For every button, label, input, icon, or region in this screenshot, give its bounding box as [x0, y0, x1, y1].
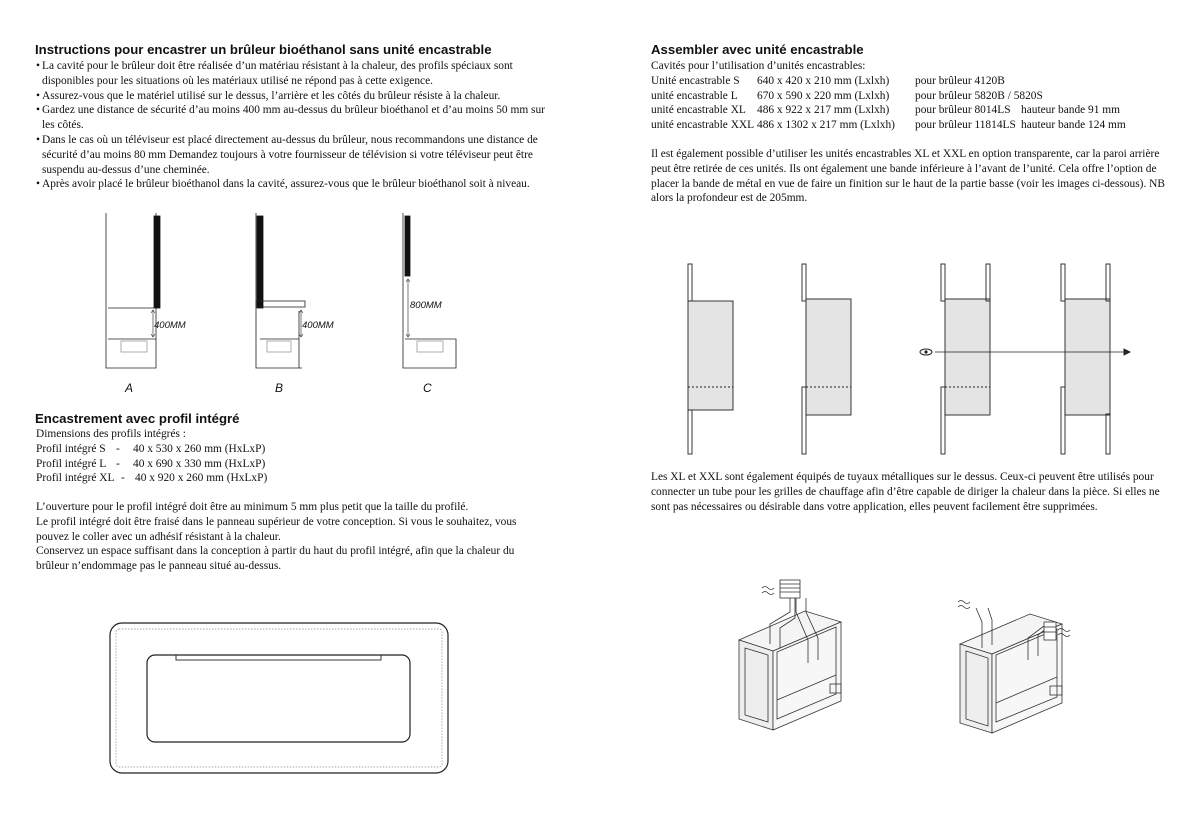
bullet-line: • Dans le cas où un téléviseur est placé directement au-dessus du brûleur, nous recommandons une distance de: [42, 133, 538, 146]
figure-label-c: C: [423, 381, 432, 395]
unit-iso-1: [739, 580, 841, 730]
text-line: placer la bande de métal en vue de faire un finition sur le haut de la partie basse (voir les images ci-dessous). NB: [651, 177, 1165, 190]
profile-dims: 40 x 920 x 260 mm (HxLxP): [135, 472, 268, 485]
profile-sep: -: [116, 442, 120, 455]
bullet-line: les côtés.: [42, 119, 84, 132]
profile-sep: -: [116, 457, 120, 470]
unit-name: unité encastrable L: [651, 89, 738, 102]
profile-sep: -: [121, 472, 125, 485]
profile-name: Profil intégré XL: [36, 472, 115, 485]
dimension-label-a: 400MM: [154, 320, 186, 331]
bullet-line: sécurité d’au moins 80 mm Demandez toujours à votre fournisseur de télévision si votre téléviseur peut être: [42, 148, 533, 161]
text-line: peut être retirée de ces unités. Ils ont également une bande inférieure à l’avant de l’unité. Cela offre l’option de: [651, 162, 1157, 175]
unit-name: Unité encastrable S: [651, 74, 740, 87]
unit-dims: 670 x 590 x 220 mm (Lxlxh): [757, 89, 890, 102]
text-line: Il est également possible d’utiliser les unités encastrables XL et XXL en option transparente, car la paroi arrière: [651, 148, 1160, 160]
bullet-line: suspendu au-dessus d’une cheminée.: [42, 163, 210, 176]
text-line: sont pas nécessaires ou désirable dans votre application, elles peuvent facilement être supprimées.: [651, 500, 1098, 513]
dimension-label-c: 800MM: [410, 300, 442, 311]
unit-iso-2: [958, 601, 1070, 734]
bullet-line: • Assurez-vous que le matériel utilisé sur le dessus, l’arrière et les côtés du brûleur résiste à la chaleur.: [42, 89, 501, 102]
text-line: Le profil intégré doit être fraisé dans le panneau supérieur de votre conception. Si vous le souhaitez, vous: [36, 515, 517, 528]
text-line: L’ouverture pour le profil intégré doit être au minimum 5 mm plus petit que la taille du profilé.: [36, 501, 469, 513]
unit-band: hauteur bande 91 mm: [1021, 104, 1121, 117]
profile-name: Profil intégré L: [36, 457, 107, 470]
figure-label-b: B: [275, 381, 284, 395]
text-line: pouvez le coller avec un adhésif résistant à la chaleur.: [36, 530, 281, 543]
text-line: alors la profondeur est de 205mm.: [651, 192, 808, 205]
right-section-title: Assembler avec unité encastrable: [651, 42, 864, 57]
bullet-line: • Après avoir placé le brûleur bioéthanol dans la cavité, assurez-vous que le brûleur bioéthanol soit à niveau.: [42, 178, 530, 191]
unit-burner: pour brûleur 11814LS: [915, 119, 1016, 132]
units-intro: Cavités pour l’utilisation d’unités encastrables:: [651, 60, 866, 72]
profile-name: Profil intégré S: [36, 442, 106, 455]
bullet-line: • La cavité pour le brûleur doit être réalisée d’un matériau résistant à la chaleur, des profils spéciaux sont: [42, 60, 513, 72]
dimension-label-b: 400MM: [302, 320, 334, 331]
unit-dims: 640 x 420 x 210 mm (Lxlxh): [757, 74, 890, 87]
text-line: brûleur n’endommage pas le panneau situé au-dessus.: [36, 560, 282, 573]
text-line: connecter un tube pour les grilles de chauffage afin d’être capable de diriger la chaleur dans la pièce. Si elles ne: [651, 485, 1160, 498]
unit-burner: pour brûleur 5820B / 5820S: [915, 89, 1043, 102]
unit-name: unité encastrable XL: [651, 104, 746, 117]
bullet-line: disponibles pour les situations où les matériaux utilisé ne répond pas à cette exigence.: [42, 74, 433, 87]
text-line: Les XL et XXL sont également équipés de tuyaux métalliques sur le dessus. Ceux-ci peuvent être utilisés pour: [651, 471, 1154, 483]
bullet-line: • Gardez une distance de sécurité d’au moins 400 mm au-dessus du brûleur bioéthanol et d’au moins 50 mm sur: [42, 104, 545, 117]
profile-section-title: Encastrement avec profil intégré: [35, 411, 240, 426]
unit-dims: 486 x 922 x 217 mm (Lxlxh): [757, 104, 890, 117]
unit-name: unité encastrable XXL: [651, 119, 755, 132]
unit-burner: pour brûleur 8014LS: [915, 104, 1011, 117]
unit-burner: pour brûleur 4120B: [915, 74, 1005, 87]
profile-dims: 40 x 530 x 260 mm (HxLxP): [133, 442, 266, 455]
profile-dims: 40 x 690 x 330 mm (HxLxP): [133, 457, 266, 470]
unit-dims: 486 x 1302 x 217 mm (Lxlxh): [757, 119, 895, 132]
figure-label-a: A: [125, 381, 134, 395]
text-line: Conservez un espace suffisant dans la conception à partir du haut du profil intégré, afin que la chaleur du: [36, 545, 515, 558]
left-section-title: Instructions pour encastrer un brûleur bioéthanol sans unité encastrable: [35, 42, 492, 57]
profile-intro: Dimensions des profils intégrés :: [36, 428, 186, 440]
unit-band: hauteur bande 124 mm: [1021, 119, 1126, 132]
